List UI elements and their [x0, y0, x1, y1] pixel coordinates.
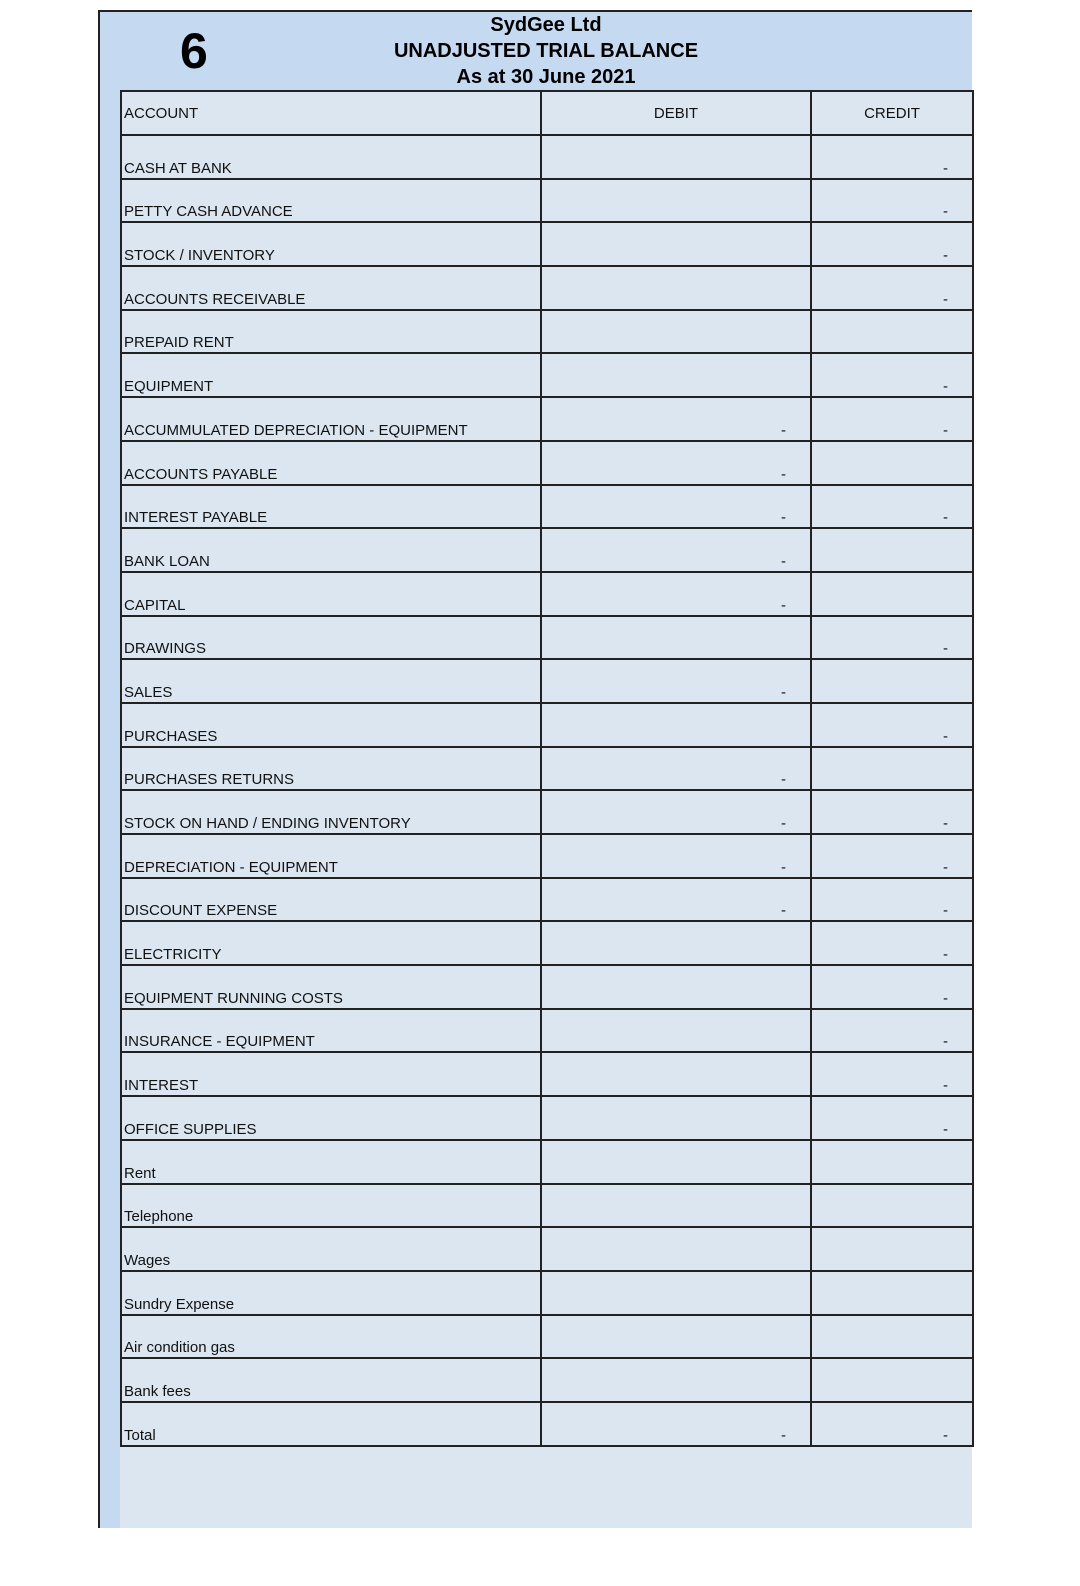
- table-row: [121, 921, 973, 965]
- table-row: [121, 965, 973, 1009]
- credit-cell: [811, 747, 973, 791]
- account-cell: STOCK ON HAND / ENDING INVENTORY: [121, 790, 541, 834]
- debit-cell: -: [541, 1402, 811, 1446]
- account-cell: ACCOUNTS RECEIVABLE: [121, 266, 541, 310]
- table-row: [121, 1358, 973, 1402]
- credit-cell: -: [811, 397, 973, 441]
- table-row: [121, 528, 973, 572]
- table-row: [121, 397, 973, 441]
- table-row: [121, 310, 973, 354]
- table-row: [121, 1315, 973, 1359]
- debit-cell: -: [541, 441, 811, 485]
- account-cell: INSURANCE - EQUIPMENT: [121, 1009, 541, 1053]
- account-cell: ELECTRICITY: [121, 921, 541, 965]
- debit-cell: -: [541, 528, 811, 572]
- credit-cell: -: [811, 135, 973, 179]
- debit-cell: -: [541, 790, 811, 834]
- column-header-credit: CREDIT: [811, 91, 973, 135]
- credit-cell: -: [811, 616, 973, 660]
- debit-cell: [541, 310, 811, 354]
- table-row: [121, 353, 973, 397]
- credit-cell: [811, 572, 973, 616]
- table-row: [121, 1140, 973, 1184]
- credit-cell: -: [811, 1052, 973, 1096]
- table-body: [121, 135, 973, 1446]
- table-row: [121, 1009, 973, 1053]
- table-header-row: [121, 91, 973, 135]
- account-cell: PURCHASES RETURNS: [121, 747, 541, 791]
- account-cell: Rent: [121, 1140, 541, 1184]
- column-header-debit: DEBIT: [541, 91, 811, 135]
- account-cell: Air condition gas: [121, 1315, 541, 1359]
- table-row: [121, 441, 973, 485]
- debit-cell: [541, 135, 811, 179]
- account-cell: DEPRECIATION - EQUIPMENT: [121, 834, 541, 878]
- debit-cell: -: [541, 834, 811, 878]
- debit-cell: [541, 1315, 811, 1359]
- report-date: As at 30 June 2021: [456, 66, 636, 88]
- table-row: [121, 616, 973, 660]
- debit-cell: -: [541, 397, 811, 441]
- credit-cell: [811, 441, 973, 485]
- credit-cell: -: [811, 1009, 973, 1053]
- table-row: [121, 659, 973, 703]
- table-row: [121, 1184, 973, 1228]
- debit-cell: -: [541, 485, 811, 529]
- debit-cell: -: [541, 878, 811, 922]
- account-cell: DRAWINGS: [121, 616, 541, 660]
- company-name: SydGee Ltd: [490, 14, 602, 36]
- table-row: [121, 1052, 973, 1096]
- table-row: [121, 1402, 973, 1446]
- debit-cell: [541, 1271, 811, 1315]
- credit-cell: -: [811, 1096, 973, 1140]
- account-cell: PREPAID RENT: [121, 310, 541, 354]
- credit-cell: -: [811, 353, 973, 397]
- page-number: 6: [180, 23, 208, 79]
- debit-cell: [541, 921, 811, 965]
- credit-cell: [811, 310, 973, 354]
- table-row: [121, 572, 973, 616]
- account-cell: OFFICE SUPPLIES: [121, 1096, 541, 1140]
- credit-cell: [811, 1140, 973, 1184]
- account-cell: Bank fees: [121, 1358, 541, 1402]
- account-cell: BANK LOAN: [121, 528, 541, 572]
- debit-cell: -: [541, 659, 811, 703]
- credit-cell: -: [811, 703, 973, 747]
- trial-balance-table: [120, 90, 974, 1447]
- credit-cell: -: [811, 921, 973, 965]
- table-row: [121, 703, 973, 747]
- debit-cell: -: [541, 747, 811, 791]
- title-block: [290, 12, 802, 90]
- debit-cell: [541, 179, 811, 223]
- account-cell: ACCOUNTS PAYABLE: [121, 441, 541, 485]
- credit-cell: -: [811, 834, 973, 878]
- account-cell: CASH AT BANK: [121, 135, 541, 179]
- credit-cell: -: [811, 485, 973, 529]
- table-row: [121, 878, 973, 922]
- debit-cell: [541, 266, 811, 310]
- account-cell: Wages: [121, 1227, 541, 1271]
- credit-cell: -: [811, 266, 973, 310]
- table-row: [121, 179, 973, 223]
- debit-cell: [541, 703, 811, 747]
- account-cell: CAPITAL: [121, 572, 541, 616]
- debit-cell: [541, 1358, 811, 1402]
- debit-cell: [541, 1096, 811, 1140]
- left-margin-strip: [100, 12, 120, 1528]
- account-cell: INTEREST PAYABLE: [121, 485, 541, 529]
- account-cell: Total: [121, 1402, 541, 1446]
- credit-cell: [811, 1315, 973, 1359]
- table-row: [121, 135, 973, 179]
- table-row: [121, 1271, 973, 1315]
- debit-cell: [541, 222, 811, 266]
- credit-cell: -: [811, 222, 973, 266]
- credit-cell: -: [811, 1402, 973, 1446]
- debit-cell: [541, 1140, 811, 1184]
- account-cell: SALES: [121, 659, 541, 703]
- table-row: [121, 485, 973, 529]
- credit-cell: [811, 659, 973, 703]
- account-cell: INTEREST: [121, 1052, 541, 1096]
- debit-cell: [541, 616, 811, 660]
- account-cell: PETTY CASH ADVANCE: [121, 179, 541, 223]
- credit-cell: -: [811, 965, 973, 1009]
- table-row: [121, 1227, 973, 1271]
- account-cell: Telephone: [121, 1184, 541, 1228]
- debit-cell: [541, 353, 811, 397]
- table-row: [121, 222, 973, 266]
- column-header-account: ACCOUNT: [121, 91, 541, 135]
- account-cell: EQUIPMENT RUNNING COSTS: [121, 965, 541, 1009]
- report-header: [100, 12, 972, 90]
- account-cell: DISCOUNT EXPENSE: [121, 878, 541, 922]
- credit-cell: [811, 1358, 973, 1402]
- trial-balance-sheet: [98, 10, 972, 1528]
- debit-cell: [541, 1009, 811, 1053]
- account-cell: STOCK / INVENTORY: [121, 222, 541, 266]
- credit-cell: [811, 528, 973, 572]
- account-cell: PURCHASES: [121, 703, 541, 747]
- table-row: [121, 1096, 973, 1140]
- table-row: [121, 834, 973, 878]
- debit-cell: [541, 1227, 811, 1271]
- debit-cell: -: [541, 572, 811, 616]
- debit-cell: [541, 1184, 811, 1228]
- account-cell: Sundry Expense: [121, 1271, 541, 1315]
- debit-cell: [541, 965, 811, 1009]
- table-row: [121, 266, 973, 310]
- credit-cell: -: [811, 878, 973, 922]
- table-row: [121, 747, 973, 791]
- credit-cell: [811, 1227, 973, 1271]
- credit-cell: [811, 1184, 973, 1228]
- debit-cell: [541, 1052, 811, 1096]
- account-cell: ACCUMMULATED DEPRECIATION - EQUIPMENT: [121, 397, 541, 441]
- credit-cell: -: [811, 179, 973, 223]
- report-title: UNADJUSTED TRIAL BALANCE: [393, 40, 699, 62]
- credit-cell: -: [811, 790, 973, 834]
- credit-cell: [811, 1271, 973, 1315]
- account-cell: EQUIPMENT: [121, 353, 541, 397]
- table-row: [121, 790, 973, 834]
